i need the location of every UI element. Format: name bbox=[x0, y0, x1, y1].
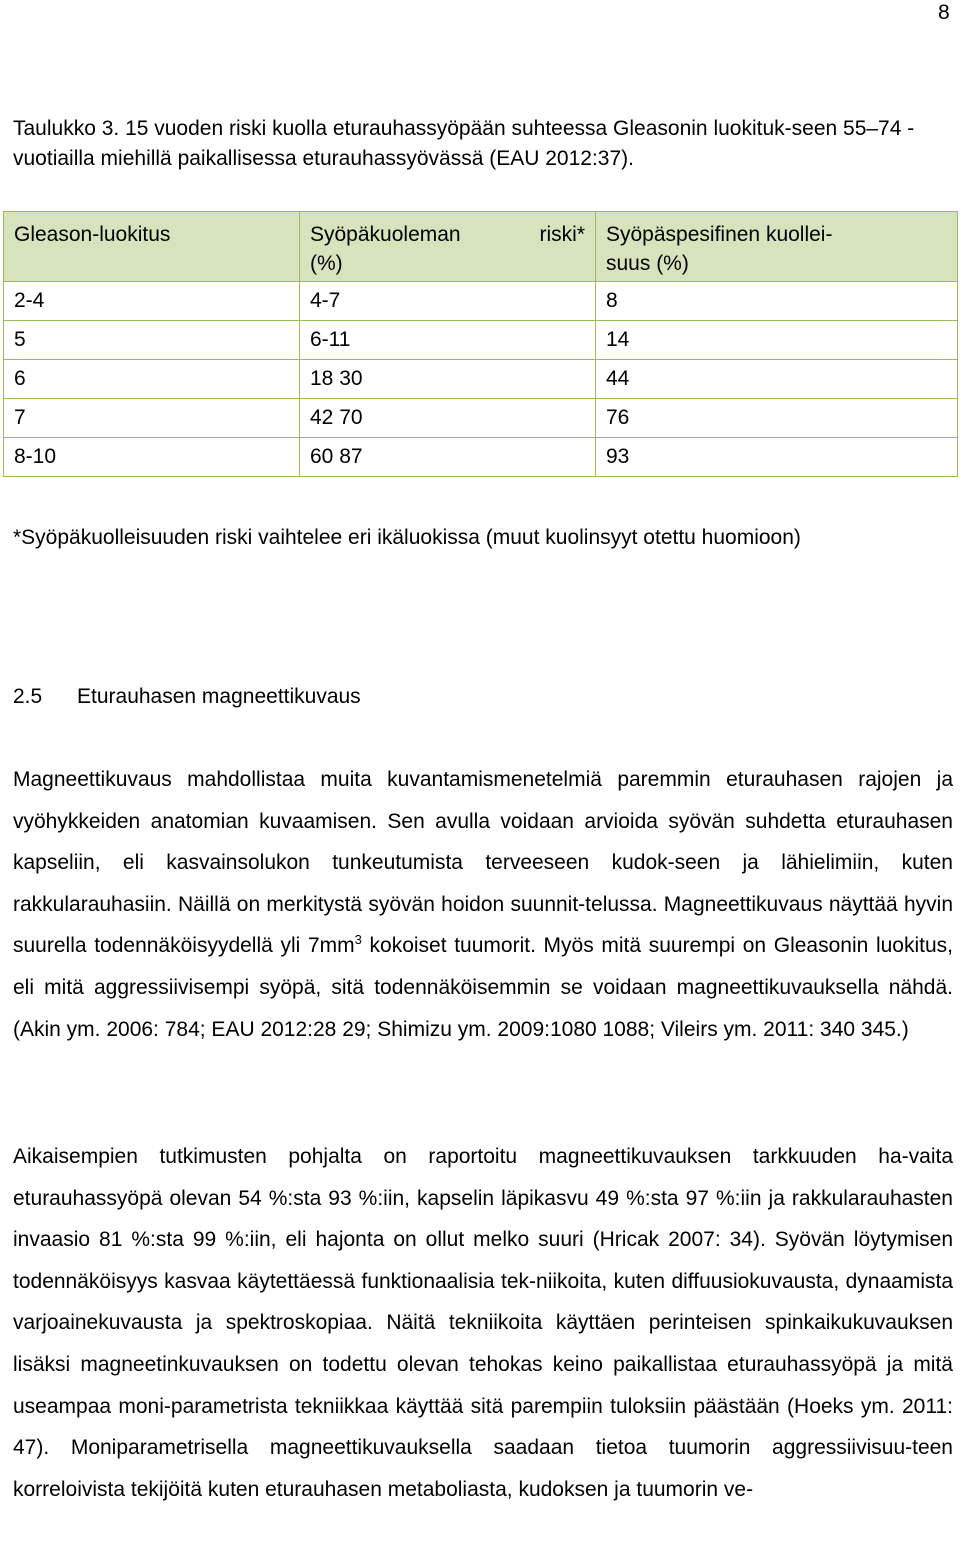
section-title: Eturauhasen magneettikuvaus bbox=[77, 685, 361, 708]
header-col3-line1: Syöpäspesifinen kuollei- bbox=[606, 223, 833, 246]
table-row bbox=[4, 282, 958, 321]
cell-death-risk: 4-7 bbox=[300, 282, 596, 321]
section-number: 2.5 bbox=[13, 685, 43, 708]
page-number: 8 bbox=[938, 1, 950, 24]
table-footnote: *Syöpäkuolleisuuden riski vaihtelee eri ikäluokissa (muut kuolinsyyt otettu huomioon) bbox=[13, 526, 801, 549]
table-header-row bbox=[4, 212, 958, 282]
table-row bbox=[4, 360, 958, 399]
cell-death-risk: 42 70 bbox=[300, 399, 596, 438]
cell-gleason: 6 bbox=[4, 360, 300, 399]
table-row bbox=[4, 399, 958, 438]
cell-mortality: 93 bbox=[596, 438, 958, 477]
paragraph-previous-studies: Aikaisempien tutkimusten pohjalta on raportoitu magneettikuvauksen tarkkuuden ha-vaita eturauhassyöpä olevan 54 %:sta 93 %:iin, kapselin läpikasvu 49 %:sta 97 %:iin ja rakkularauhasten invaasio 81 %:sta 99 %:iin, eli hajonta on ollut melko suuri (Hricak 2007: 34). Syövän löytymisen todennäköisyys kasvaa käytettäessä funktionaalisia tek-niikoita, kuten diffuusiokuvausta, dynaamista varjoainekuvausta ja spektroskopiaa. Näitä tekniikoita käyttäen perinteisen spinkaikukuvauksen lisäksi magneetinkuvauksen on todettu olevan tehokas keino paikallistaa eturauhassyöpä ja mitä useampaa moni-parametrista tekniikkaa käyttää sitä parempiin tuloksiin päästään (Hoeks ym. 2011: 47). Moniparametrisella magneettikuvauksella saadaan tietoa tuumorin aggressiivisuu-teen korreloivista tekijöitä kuten eturauhasen metaboliasta, kudoksen ja tuumorin ve- bbox=[13, 1145, 953, 1501]
cell-mortality: 8 bbox=[596, 282, 958, 321]
header-col2-word2: riski* bbox=[539, 223, 585, 246]
cell-gleason: 7 bbox=[4, 399, 300, 438]
table-row bbox=[4, 321, 958, 360]
header-cancer-death-risk bbox=[300, 212, 596, 282]
cell-mortality: 14 bbox=[596, 321, 958, 360]
cell-mortality: 44 bbox=[596, 360, 958, 399]
cell-gleason: 8-10 bbox=[4, 438, 300, 477]
cell-mortality: 76 bbox=[596, 399, 958, 438]
section-heading bbox=[13, 682, 361, 712]
gleason-risk-table bbox=[3, 211, 958, 477]
cell-death-risk: 60 87 bbox=[300, 438, 596, 477]
paragraph1-text-b: kokoiset tuumorit. Myös mitä suurempi on Gleasonin luokitus, eli mitä aggressiivisempi syöpä, sitä todennäköisemmin se voidaan magneettikuvauksella nähdä. (Akin ym. 2006: 784; EAU 2012:28 29; Shimizu ym. 2009:1080 1088; Vileirs ym. 2011: 340 345.) bbox=[13, 934, 953, 1041]
paragraph1-text-a: Magneettikuvaus mahdollistaa muita kuvantamismenetelmiä paremmin eturauhasen rajojen ja vyöhykkeiden anatomian kuvaamisen. Sen avulla voidaan arvioida syövän suhdetta eturauhasen kapseliin, eli kasvainsolukon tunkeutumista terveeseen kudok-seen ja lähielimiin, kuten rakkularauhasiin. Näillä on merkitystä syövän hoidon suunnit-telussa. Magneettikuvaus näyttää hyvin suurella todennäköisyydellä yli 7mm bbox=[13, 768, 953, 958]
cell-gleason: 5 bbox=[4, 321, 300, 360]
header-col3-line2: suus (%) bbox=[606, 252, 689, 275]
header-cancer-specific-mortality bbox=[596, 212, 958, 282]
superscript-3: 3 bbox=[354, 932, 362, 948]
header-gleason: Gleason-luokitus bbox=[4, 212, 300, 282]
paragraph-mri bbox=[13, 759, 953, 1050]
table-row bbox=[4, 438, 958, 477]
cell-gleason: 2-4 bbox=[4, 282, 300, 321]
cell-death-risk: 6-11 bbox=[300, 321, 596, 360]
cell-death-risk: 18 30 bbox=[300, 360, 596, 399]
header-col2-word1: Syöpäkuoleman bbox=[310, 223, 461, 246]
header-col2-unit: (%) bbox=[310, 252, 343, 275]
table-caption: Taulukko 3. 15 vuoden riski kuolla eturauhassyöpään suhteessa Gleasonin luokituk-seen 55–74 -vuotiailla miehillä paikallisessa eturauhassyövässä (EAU 2012:37). bbox=[13, 117, 915, 170]
